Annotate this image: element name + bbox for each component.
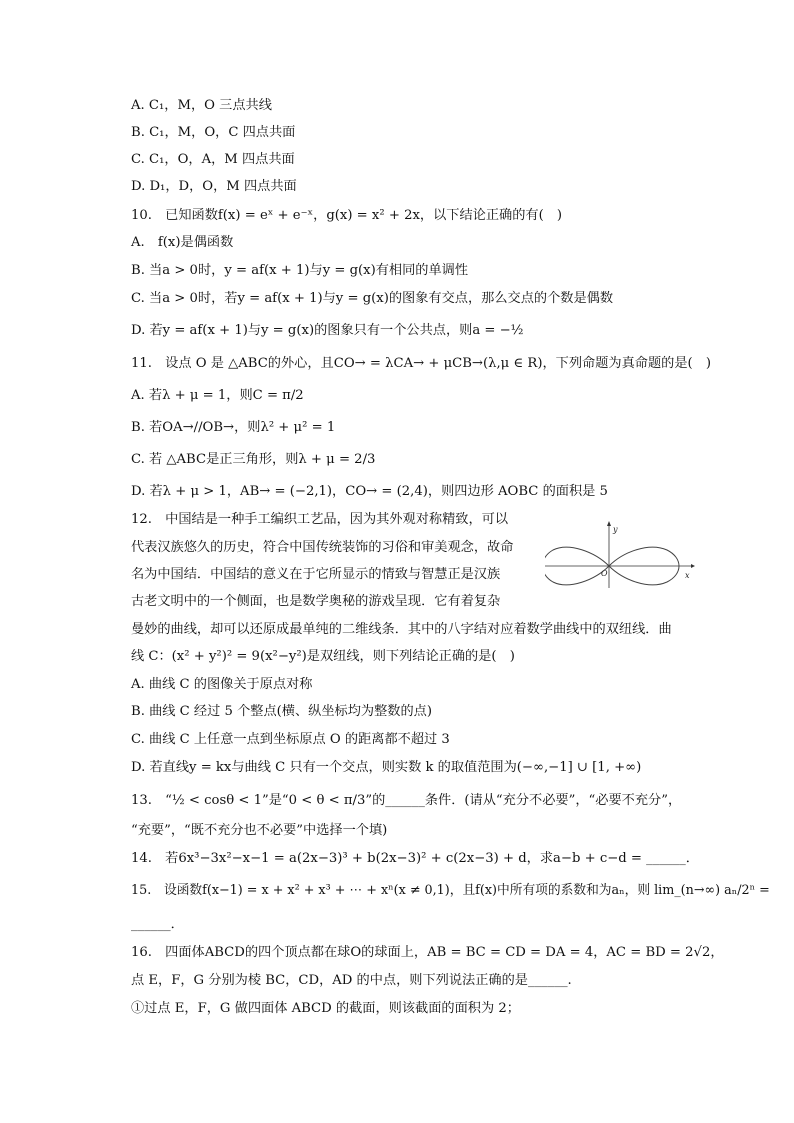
q9-option-b: B. C₁，M，O，C 四点共面: [131, 125, 296, 140]
origin-label: O: [601, 569, 608, 578]
q12-stem-line-6: 线 C：(x² + y²)² = 9(x²−y²)是双纽线，则下列结论正确的是( ): [131, 649, 515, 664]
q11-option-c: C. 若 △ABC是正三角形，则λ + μ = 2/3: [131, 452, 376, 467]
q12-option-c: C. 曲线 C 上任意一点到坐标原点 O 的距离都不超过 3: [131, 732, 450, 747]
q10-option-a: A. f(x)是偶函数: [131, 235, 234, 250]
q16-line-2: 点 E，F，G 分别为棱 BC，CD，AD 的中点，则下列说法正确的是______.: [131, 973, 572, 988]
q14-text: 14. 若6x³−3x²−x−1 = a(2x−3)³ + b(2x−3)² + c(2x−3) + d，求a−b + c−d = ______．: [131, 851, 699, 866]
q13-line-1: 13. “½ < cosθ < 1”是“0 < θ < π/3”的______条件．(请从“充分不必要”，“必要不充分”，: [131, 793, 682, 808]
q9-option-a: A. C₁，M，O 三点共线: [131, 98, 272, 113]
lemniscate-graph: [545, 520, 695, 588]
x-axis-label: x: [685, 571, 690, 580]
q15-line-1: 15. 设函数f(x−1) = x + x² + x³ + ⋯ + xⁿ(x ≠ 0,1)，且f(x)中所有项的系数和为aₙ，则 lim_(n→∞) aₙ/2ⁿ =: [131, 883, 770, 898]
q12-stem-line-5: 曼妙的曲线，却可以还原成最单纯的二维线条．其中的八字结对应着数学曲线中的双纽线．曲: [131, 622, 672, 637]
y-axis-arrow: [607, 521, 611, 526]
q9-option-d: D. D₁，D，O，M 四点共面: [131, 179, 297, 194]
q10-stem: 10. 已知函数f(x) = eˣ + e⁻ˣ，g(x) = x² + 2x，以下结论正确的有( ): [131, 208, 563, 223]
q12-stem-line-1: 12. 中国结是一种手工编织工艺品，因为其外观对称精致，可以: [131, 512, 509, 527]
q12-option-a: A. 曲线 C 的图像关于原点对称: [131, 677, 313, 692]
q11-stem: 11. 设点 O 是 △ABC的外心，且CO→ = λCA→ + μCB→(λ,μ ∈ R)，下列命题为真命题的是( ): [131, 356, 712, 371]
q11-option-b: B. 若OA→//OB→，则λ² + μ² = 1: [131, 420, 336, 435]
q10-option-b: B. 当a > 0时，y = af(x + 1)与y = g(x)有相同的单调性: [131, 263, 469, 278]
q12-option-b: B. 曲线 C 经过 5 个整点(横、纵坐标均为整数的点): [131, 704, 432, 719]
q9-option-c: C. C₁，O，A，M 四点共面: [131, 152, 295, 167]
q12-stem-line-3: 名为中国结．中国结的意义在于它所显示的情致与智慧正是汉族: [131, 567, 501, 582]
q11-option-d: D. 若λ + μ > 1，AB→ = (−2,1)，CO→ = (2,4)，则四边形 AOBC 的面积是 5: [131, 484, 608, 499]
q10-option-c: C. 当a > 0时，若y = af(x + 1)与y = g(x)的图象有交点，那么交点的个数是偶数: [131, 291, 614, 306]
q10-option-d: D. 若y = af(x + 1)与y = g(x)的图象只有一个公共点，则a = −½: [131, 323, 524, 338]
q15-line-2: ______．: [131, 917, 184, 932]
lemniscate-figure: [545, 520, 695, 588]
x-axis-arrow: [691, 564, 695, 568]
q12-stem-line-2: 代表汉族悠久的历史，符合中国传统装饰的习俗和审美观念，故命: [131, 540, 514, 555]
q12-stem-line-4: 古老文明中的一个侧面，也是数学奥秘的游戏呈现．它有着复杂: [131, 594, 501, 609]
q16-line-3: ①过点 E，F，G 做四面体 ABCD 的截面，则该截面的面积为 2；: [131, 1001, 520, 1016]
q16-line-1: 16. 四面体ABCD的四个顶点都在球O的球面上，AB = BC = CD = DA = 4，AC = BD = 2√2，: [131, 945, 724, 960]
q13-line-2: “充要”，“既不充分也不必要”中选择一个填): [131, 823, 388, 838]
q12-option-d: D. 若直线y = kx与曲线 C 只有一个交点，则实数 k 的取值范围为(−∞,−1] ∪ [1, +∞): [131, 760, 642, 775]
q11-option-a: A. 若λ + μ = 1，则C = π/2: [131, 388, 304, 403]
y-axis-label: y: [613, 525, 618, 534]
